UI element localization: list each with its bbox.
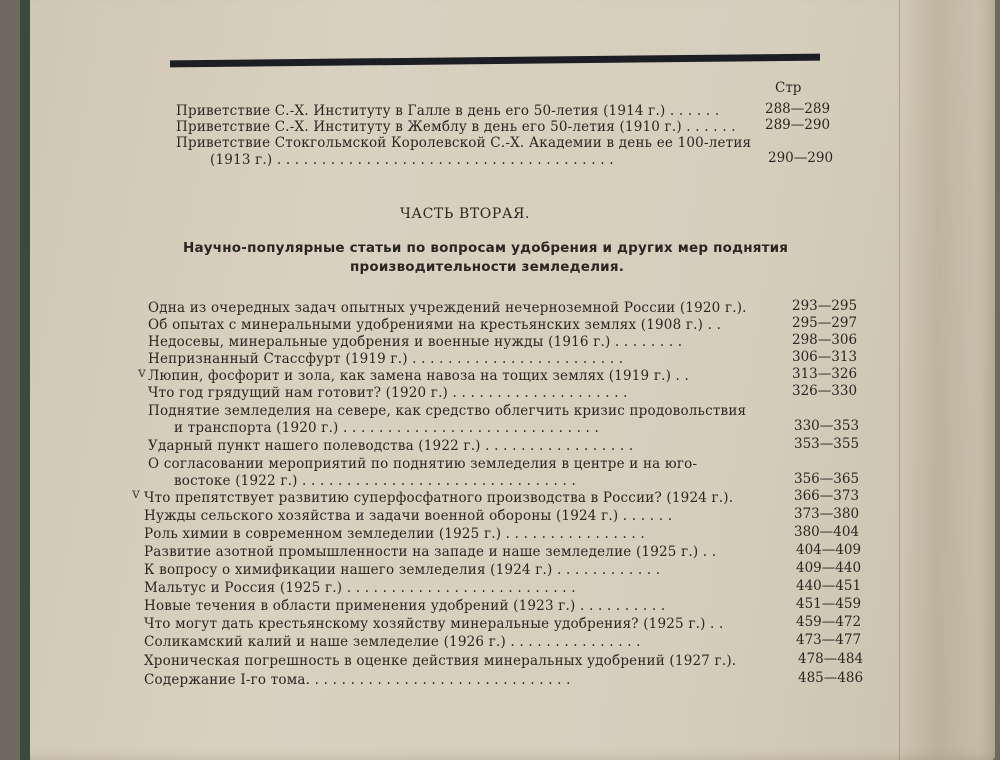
toc-entry-pages: 326—330 <box>792 383 858 399</box>
toc-entry-pages: 478—484 <box>798 651 864 667</box>
toc-entry-pages: 290—290 <box>768 150 834 166</box>
part-two-title: ЧАСТЬ ВТОРАЯ. <box>400 206 531 222</box>
toc-entry: О согласовании мероприятий по поднятию земледелия в центре и на юго- <box>148 456 698 472</box>
toc-entry: Поднятие земледелия на севере, как средство облегчить кризис продовольствия <box>148 403 747 419</box>
toc-entry-pages: 298—306 <box>792 332 858 348</box>
toc-entry: К вопросу о химификации нашего земледелия (1924 г.) . . . . . . . . . . . . <box>144 562 661 578</box>
toc-entry-pages: 409—440 <box>796 560 862 576</box>
toc-entry-pages: 313—326 <box>792 366 858 382</box>
toc-entry-pages: 295—297 <box>792 315 858 331</box>
toc-entry: и транспорта (1920 г.) . . . . . . . . . . . . . . . . . . . . . . . . . . . . . <box>174 420 600 436</box>
toc-entry-pages: 289—290 <box>765 117 831 133</box>
toc-entry: Приветствие Стокгольмской Королевской С.-Х. Академии в день ее 100-летия <box>176 135 752 151</box>
margin-check-mark: v <box>132 486 140 502</box>
toc-entry-pages: 353—355 <box>794 436 860 452</box>
part-two-subtitle-line-1: Научно-популярные статьи по вопросам удобрения и других мер поднятия <box>183 240 789 256</box>
toc-entry-pages: 485—486 <box>798 670 864 686</box>
toc-entry-pages: 373—380 <box>794 506 860 522</box>
toc-entry: Что год грядущий нам готовит? (1920 г.) . . . . . . . . . . . . . . . . . . . . <box>148 385 628 401</box>
toc-entry: Соликамский калий и наше земледелие (1926 г.) . . . . . . . . . . . . . . . <box>144 634 641 650</box>
toc-entry-pages: 440—451 <box>796 578 862 594</box>
toc-entry: Приветствие С.-Х. Институту в Галле в день его 50-летия (1914 г.) . . . . . . <box>176 103 720 119</box>
part-two-subtitle-line-2: производительности земледелия. <box>350 259 625 275</box>
toc-entry: Приветствие С.-Х. Институту в Жемблу в день его 50-летия (1910 г.) . . . . . . <box>176 119 736 135</box>
toc-entry: Нужды сельского хозяйства и задачи военной обороны (1924 г.) . . . . . . <box>144 508 673 524</box>
pages-column-label: Стр <box>775 80 802 96</box>
toc-entry-pages: 473—477 <box>796 632 862 648</box>
toc-entry: Содержание I-го тома. . . . . . . . . . . . . . . . . . . . . . . . . . . . . . <box>144 672 571 688</box>
toc-entry: Новые течения в области применения удобрений (1923 г.) . . . . . . . . . . <box>144 598 666 614</box>
toc-entry-pages: 293—295 <box>792 298 858 314</box>
toc-entry: Об опытах с минеральными удобрениями на крестьянских землях (1908 г.) . . <box>148 317 722 333</box>
toc-entry: Мальтус и Россия (1925 г.) . . . . . . . . . . . . . . . . . . . . . . . . . . <box>144 580 576 596</box>
toc-entry: востоке (1922 г.) . . . . . . . . . . . . . . . . . . . . . . . . . . . . . . . <box>174 473 577 489</box>
toc-entry: Хроническая погрешность в оценке действия минеральных удобрений (1927 г.). <box>144 653 737 669</box>
toc-entry: Развитие азотной промышленности на западе и наше земледелие (1925 г.) . . <box>144 544 717 560</box>
toc-entry-pages: 356—365 <box>794 471 860 487</box>
toc-entry: Непризнанный Стассфурт (1919 г.) . . . . . . . . . . . . . . . . . . . . . . . . <box>148 351 624 367</box>
toc-entry-pages: 330—353 <box>794 418 860 434</box>
toc-entry: Роль химии в современном земледелии (1925 г.) . . . . . . . . . . . . . . . . <box>144 526 645 542</box>
toc-entry: Недосевы, минеральные удобрения и военные нужды (1916 г.) . . . . . . . . <box>148 334 683 350</box>
toc-entry-pages: 404—409 <box>796 542 862 558</box>
toc-entry-pages: 451—459 <box>796 596 862 612</box>
toc-entry: Люпин, фосфорит и зола, как замена навоза на тощих землях (1919 г.) . . <box>148 368 690 384</box>
margin-check-mark: v <box>138 365 146 381</box>
toc-entry: Ударный пункт нашего полеводства (1922 г.) . . . . . . . . . . . . . . . . . <box>148 438 634 454</box>
toc-entry-pages: 366—373 <box>794 488 860 504</box>
toc-entry-pages: 459—472 <box>796 614 862 630</box>
toc-entry-pages: 288—289 <box>765 101 831 117</box>
toc-entry: Одна из очередных задач опытных учреждений нечерноземной России (1920 г.). <box>148 300 747 316</box>
toc-entry: Что препятствует развитию суперфосфатного производства в России? (1924 г.). <box>144 490 734 506</box>
toc-entry-pages: 380—404 <box>794 524 860 540</box>
toc-entry: Что могут дать крестьянскому хозяйству минеральные удобрения? (1925 г.) . . <box>144 616 724 632</box>
toc-entry-pages: 306—313 <box>792 349 858 365</box>
toc-entry: (1913 г.) . . . . . . . . . . . . . . . . . . . . . . . . . . . . . . . . . . . . . . <box>210 152 614 168</box>
